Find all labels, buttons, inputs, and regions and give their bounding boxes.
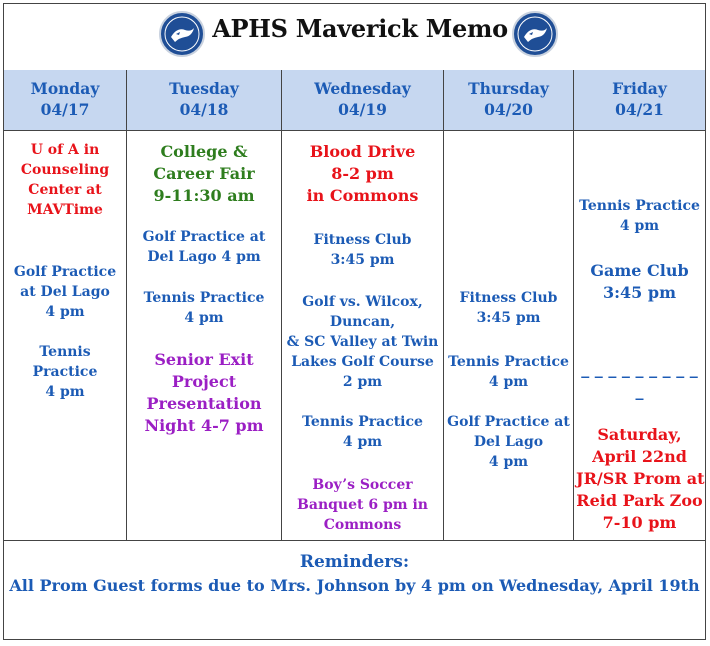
day-header-tuesday <box>127 70 282 130</box>
event-friday-game-club: Game Club 3:45 pm <box>590 261 689 302</box>
events-wednesday <box>282 130 444 540</box>
day-date: 04/18 <box>179 100 229 119</box>
event-thursday-fitness: Fitness Club 3:45 pm <box>459 290 558 326</box>
events-friday <box>574 130 705 540</box>
day-date: 04/19 <box>338 100 387 119</box>
event-tuesday-tennis: Tennis Practice 4 pm <box>143 290 265 326</box>
events-tuesday <box>127 130 282 540</box>
event-wednesday-fitness: Fitness Club 3:45 pm <box>313 232 412 268</box>
event-tuesday-career-fair: College & Career Fair 9-11:30 am <box>153 142 255 205</box>
event-friday-tennis: Tennis Practice 4 pm <box>579 198 700 234</box>
day-header-monday <box>4 70 127 130</box>
event-thursday-tennis: Tennis Practice 4 pm <box>448 354 569 390</box>
day-name: Thursday <box>468 79 549 98</box>
day-header-friday <box>574 70 705 130</box>
mavericks-logo-right <box>512 11 558 57</box>
event-tuesday-golf: Golf Practice at Del Lago 4 pm <box>142 229 266 265</box>
day-header-thursday <box>444 70 574 130</box>
event-monday-counseling: U of A in Counseling Center at MAVTime <box>20 142 110 218</box>
reminders-section <box>4 541 705 639</box>
memo-header <box>4 4 705 71</box>
memo-page <box>3 3 706 640</box>
day-date: 04/20 <box>484 100 533 119</box>
day-name: Monday <box>30 79 100 98</box>
reminders-text: All Prom Guest forms due to Mrs. Johnson by 4 pm on Wednesday, April 19th <box>9 576 700 595</box>
day-header-wednesday <box>282 70 444 130</box>
events-row <box>4 130 705 541</box>
event-monday-tennis: Tennis Practice 4 pm <box>32 344 98 400</box>
day-name: Wednesday <box>314 79 411 98</box>
event-wednesday-golf: Golf vs. Wilcox, Duncan, & SC Valley at Twin Lakes Golf Course 2 pm <box>286 294 439 390</box>
event-monday-golf: Golf Practice at Del Lago 4 pm <box>13 264 117 320</box>
event-tuesday-senior-exit: Senior Exit Project Presentation Night 4-7 pm <box>144 350 264 435</box>
reminders-title: Reminders: <box>299 552 410 572</box>
event-wednesday-blood-drive: Blood Drive 8-2 pm in Commons <box>306 142 419 205</box>
day-date: 04/17 <box>40 100 90 119</box>
day-header-row <box>4 70 705 131</box>
mavericks-logo-left <box>159 11 205 57</box>
day-name: Friday <box>612 79 667 98</box>
day-date: 04/21 <box>615 100 664 119</box>
events-thursday <box>444 130 574 540</box>
event-saturday-prom: Saturday, April 22nd JR/SR Prom at Reid Park Zoo 7-10 pm <box>576 425 705 532</box>
event-wednesday-tennis: Tennis Practice 4 pm <box>302 414 423 450</box>
day-name: Tuesday <box>169 79 239 98</box>
event-thursday-golf: Golf Practice at Del Lago 4 pm <box>447 414 570 470</box>
events-monday <box>4 130 127 540</box>
friday-divider: _ _ _ _ _ _ _ _ _ _ <box>581 359 698 400</box>
event-wednesday-soccer-banquet: Boy’s Soccer Banquet 6 pm in Commons <box>297 477 428 533</box>
page-title: APHS Maverick Memo <box>212 14 508 43</box>
